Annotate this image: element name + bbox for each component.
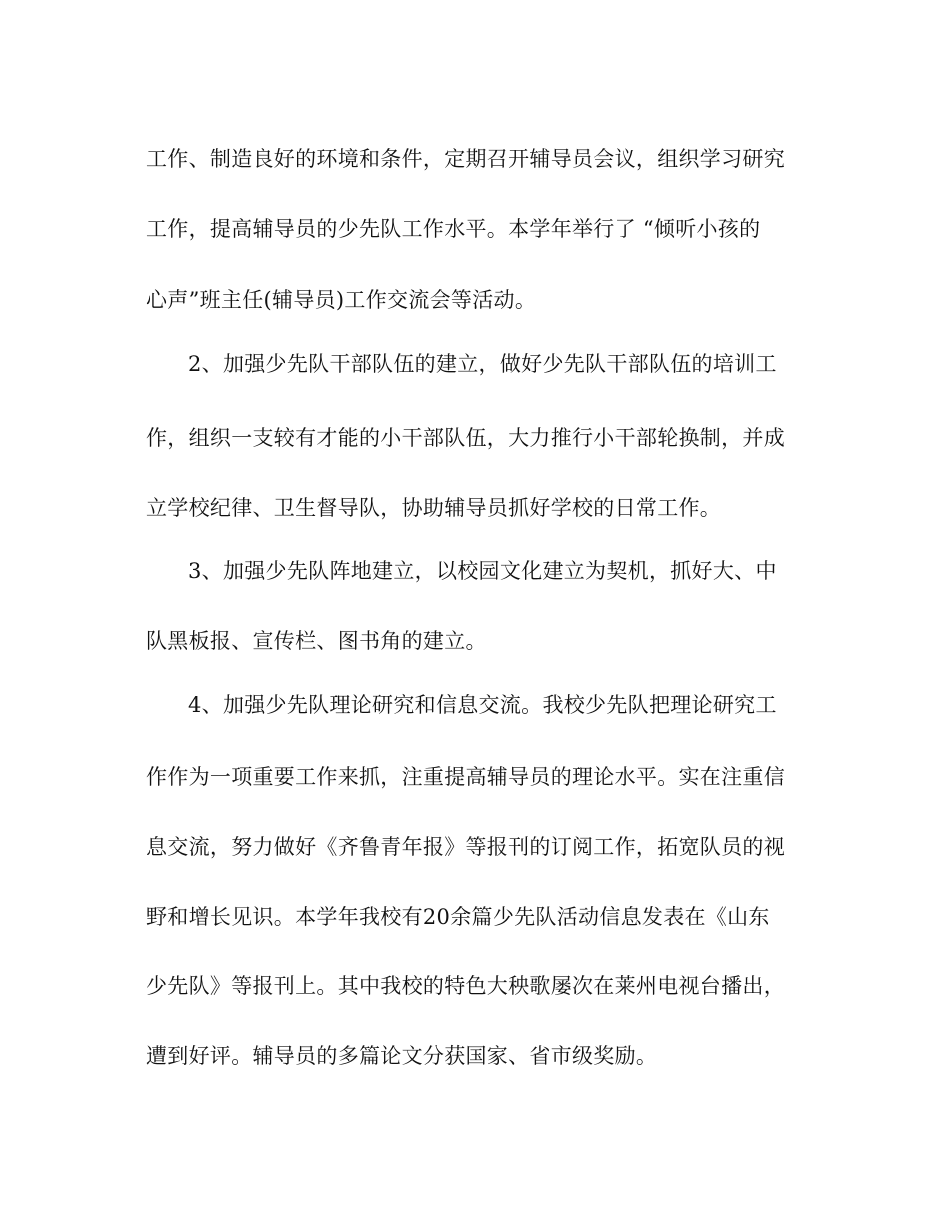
text-line: 2、加强少先队干部队伍的建立，做好少先队干部队伍的培训工 [188,352,777,376]
text-line: 作作为一项重要工作来抓，注重提高辅导员的理论水平。实在注重信 [146,765,785,789]
text-line: 工作、制造良好的环境和条件，定期召开辅导员会议，组织学习研究 [146,147,785,171]
text-line: 工作，提高辅导员的少先队工作水平。本学年举行了 “倾听小孩的 [146,217,761,241]
text-line: 心声”班主任(辅导员)工作交流会等活动。 [146,288,537,312]
text-line: 野和增长见识。本学年我校有20余篇少先队活动信息发表在《山东 [146,905,770,929]
text-line: 息交流，努力做好《齐鲁青年报》等报刊的订阅工作，拓宽队员的视 [146,835,785,859]
text-line: 立学校纪律、卫生督导队，协助辅导员抓好学校的日常工作。 [146,496,722,520]
text-line: 队黑板报、宣传栏、图书角的建立。 [146,629,487,653]
text-line: 3、加强少先队阵地建立，以校园文化建立为契机，抓好大、中 [188,559,777,583]
text-line: 少先队》等报刊上。其中我校的特色大秧歌屡次在莱州电视台播出， [146,974,785,998]
text-line: 遭到好评。辅导员的多篇论文分获国家、省市级奖励。 [146,1044,658,1068]
text-line: 4、加强少先队理论研究和信息交流。我校少先队把理论研究工 [188,693,777,717]
text-line: 作，组织一支较有才能的小干部队伍，大力推行小干部轮换制，并成 [146,426,785,450]
